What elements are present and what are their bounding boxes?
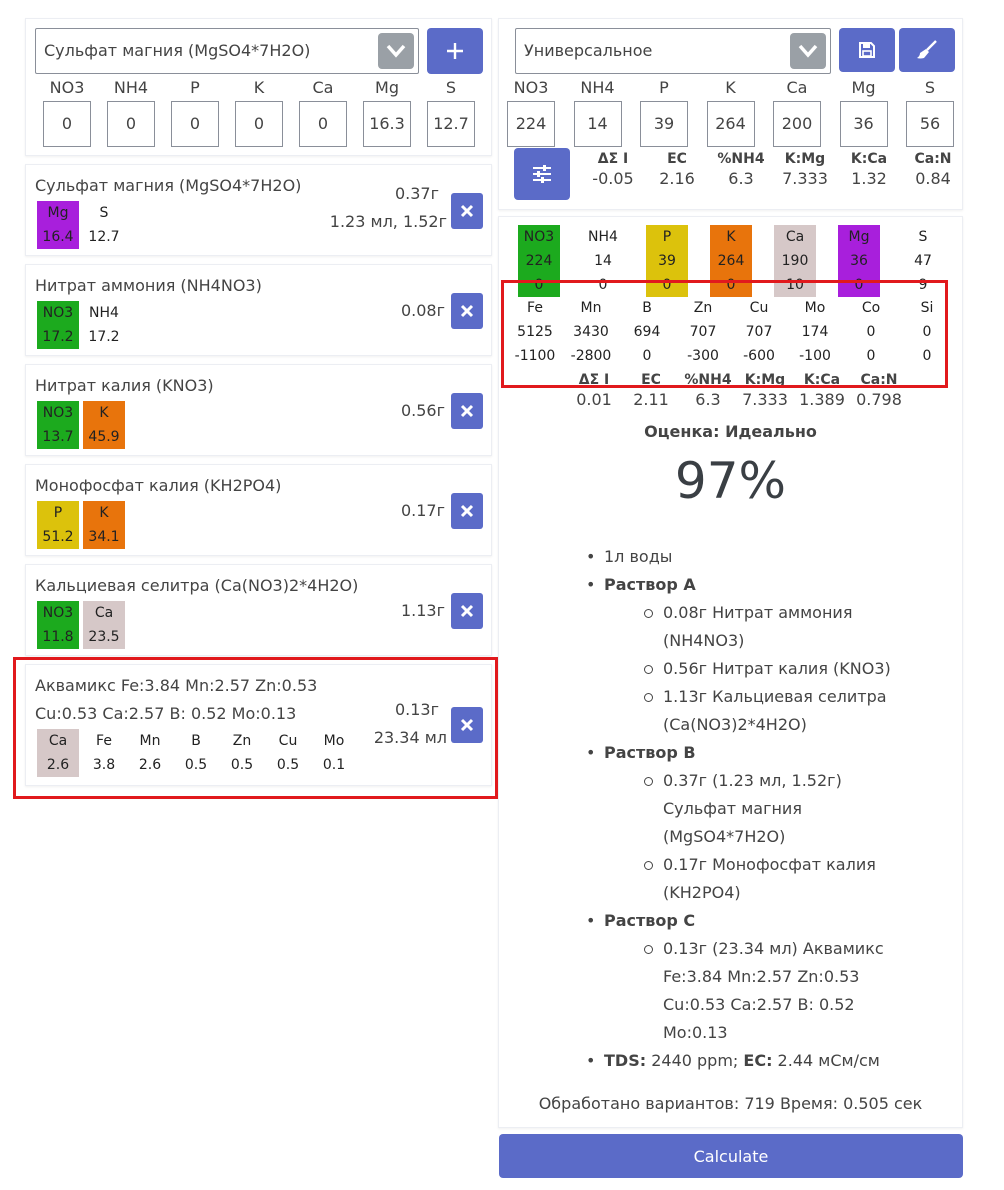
chip-key: NH4: [89, 305, 119, 321]
solution-b: • Раствор B 0.37г (1.23 мл, 1.52г) Сульфат магния (MgSO4*7H2O) 0.17г Монофосфат калия (KH2PO4): [584, 739, 914, 907]
ingredient-chip: [83, 401, 125, 449]
macro-value: 224: [525, 253, 553, 269]
target-label: Ca: [786, 78, 808, 97]
chip-value: 2.6: [138, 757, 162, 773]
macro-value: 36: [850, 253, 868, 269]
micro-diff: -300: [687, 348, 719, 364]
remove-ingredient-button[interactable]: [451, 293, 483, 329]
macro-key: Mg: [848, 229, 870, 245]
chip-key: NO3: [42, 405, 74, 421]
add-salt-button[interactable]: [427, 28, 483, 74]
macro-key: S: [918, 229, 928, 245]
micro-diff: -1100: [514, 348, 556, 364]
ingredient-chip: [83, 301, 125, 349]
micro-key: Mn: [580, 300, 602, 316]
target-label: S: [924, 78, 936, 97]
water-item: • 1л воды: [584, 543, 914, 571]
target-input[interactable]: 264: [707, 101, 755, 147]
stat-value: -0.05: [592, 169, 634, 188]
calculate-button[interactable]: Calculate: [499, 1134, 963, 1178]
macro-diff: 10: [786, 277, 804, 293]
chip-key: NO3: [42, 605, 74, 621]
chip-key: K: [99, 405, 109, 421]
chip-value: 0.5: [184, 757, 208, 773]
ingredient-volume: 23.34 мл: [373, 728, 447, 747]
target-input[interactable]: 39: [640, 101, 688, 147]
chip-value: 0.1: [322, 757, 346, 773]
solution-c-items: [604, 935, 914, 1047]
stat-key: EC: [667, 151, 687, 167]
list-item: 0.56г Нитрат калия (KNO3): [644, 655, 914, 683]
chip-value: 0.5: [276, 757, 300, 773]
micro-diff: -2800: [570, 348, 612, 364]
stat-value: 7.333: [782, 169, 828, 188]
profile-stat: [770, 151, 840, 188]
profile-stat: [642, 151, 712, 188]
ingredient-name: Аквамикс Fe:3.84 Mn:2.57 Zn:0.53: [35, 676, 318, 695]
micro-key: Zn: [693, 300, 713, 316]
target-label: K: [725, 78, 736, 97]
ingredient-card: [25, 264, 492, 356]
score-percent: 97%: [674, 452, 787, 510]
stat-key: ΔΣ I: [578, 372, 610, 388]
stat-value: 7.333: [742, 390, 788, 409]
solution-b-items: [604, 767, 914, 907]
micro-value: 3430: [573, 324, 609, 340]
chevron-down-icon[interactable]: [378, 33, 414, 69]
close-icon: [460, 204, 474, 218]
stat-key: EC: [641, 372, 661, 388]
rating-text: Оценка: Идеально: [644, 422, 817, 441]
close-icon: [460, 404, 474, 418]
chip-value: 23.5: [88, 629, 120, 645]
target-input[interactable]: 200: [773, 101, 821, 147]
chip-key: Zn: [232, 733, 252, 749]
chip-key: Fe: [96, 733, 112, 749]
stat-key: K:Ca: [850, 151, 888, 167]
macro-key: P: [662, 229, 672, 245]
ingredient-card: [25, 364, 492, 456]
target-label: P: [659, 78, 669, 97]
element-label: Mg: [375, 78, 399, 97]
ingredient-name-line2: Cu:0.53 Ca:2.57 B: 0.52 Mo:0.13: [35, 704, 297, 723]
ingredient-volume: 1.23 мл, 1.52г: [329, 212, 447, 231]
ingredient-amount: 1.13г: [400, 601, 445, 620]
chip-key: S: [99, 205, 109, 221]
chip-value: 45.9: [88, 429, 120, 445]
highlight-micro-table: [501, 280, 948, 388]
chip-key: P: [53, 505, 63, 521]
chip-value: 34.1: [88, 529, 120, 545]
macro-diff: 9: [918, 277, 928, 293]
stat-value: 6.3: [695, 390, 721, 409]
ingredient-chip: [37, 501, 79, 549]
target-input[interactable]: 56: [906, 101, 954, 147]
element-input[interactable]: 0: [235, 101, 283, 147]
micro-value: 707: [745, 324, 773, 340]
ingredient-card: [25, 464, 492, 556]
stat-value: 6.3: [728, 169, 754, 188]
remove-ingredient-button[interactable]: [451, 493, 483, 529]
ingredient-name: Кальциевая селитра (Ca(NO3)2*4H2O): [35, 576, 359, 595]
chip-value: 17.2: [88, 329, 120, 345]
chip-value: 2.6: [46, 757, 70, 773]
list-item: 1.13г Кальциевая селитра (Ca(NO3)2*4H2O): [644, 683, 914, 739]
macro-value: 264: [717, 253, 745, 269]
target-input[interactable]: 224: [507, 101, 555, 147]
element-input[interactable]: 0: [107, 101, 155, 147]
macro-diff: 0: [854, 277, 864, 293]
list-item: 0.37г (1.23 мл, 1.52г) Сульфат магния (MgSO4*7H2O): [644, 767, 914, 851]
micro-key: Fe: [527, 300, 543, 316]
macro-value: 47: [914, 253, 932, 269]
ingredient-chip: [37, 401, 79, 449]
chip-value: 13.7: [42, 429, 74, 445]
micro-value: 0: [866, 324, 876, 340]
stat-value: 0.01: [576, 390, 612, 409]
element-label: S: [445, 78, 457, 97]
macro-key: NO3: [523, 229, 555, 245]
highlight-aquamix-card: [13, 657, 498, 799]
profile-stat: [706, 151, 776, 188]
processed-info: Обработано вариантов: 719 Время: 0.505 сек: [538, 1094, 923, 1113]
list-item: 0.13г (23.34 мл) Аквамикс Fe:3.84 Mn:2.57 Zn:0.53 Cu:0.53 Ca:2.57 B: 0.52 Mo:0.13: [644, 935, 914, 1047]
micro-value: 0: [922, 324, 932, 340]
element-label: Ca: [312, 78, 334, 97]
stat-key: K:Ca: [803, 372, 841, 388]
ingredient-chip: [37, 301, 79, 349]
element-input[interactable]: 0: [43, 101, 91, 147]
stat-key: ΔΣ I: [597, 151, 629, 167]
ingredient-name: Сульфат магния (MgSO4*7H2O): [35, 176, 302, 195]
chip-key: NO3: [42, 305, 74, 321]
solution-c: • Раствор C 0.13г (23.34 мл) Аквамикс Fe:3.84 Mn:2.57 Zn:0.53 Cu:0.53 Ca:2.57 B: 0.52 Mo:0.13: [584, 907, 914, 1047]
remove-ingredient-button[interactable]: [451, 393, 483, 429]
stat-key: %NH4: [717, 151, 765, 167]
profile-stat: [898, 151, 968, 188]
micro-key: B: [642, 300, 652, 316]
stat-value: 2.11: [633, 390, 669, 409]
stat-value: 0.84: [915, 169, 951, 188]
micro-key: Mo: [804, 300, 826, 316]
ingredient-name: Нитрат аммония (NH4NO3): [35, 276, 262, 295]
chip-value: 51.2: [42, 529, 74, 545]
macro-key: Ca: [785, 229, 805, 245]
solution-a: • Раствор A 0.08г Нитрат аммония (NH4NO3) 0.56г Нитрат калия (KNO3) 1.13г Кальциевая селитра (Ca(NO3)2*4H2O): [584, 571, 914, 739]
tds-ec-item: • TDS: 2440 ppm; EC: 2.44 мСм/см: [584, 1047, 914, 1075]
macro-value: 14: [594, 253, 612, 269]
chip-key: B: [191, 733, 201, 749]
stat-value: 0.798: [856, 390, 902, 409]
stat-key: %NH4: [684, 372, 732, 388]
target-label: NH4: [580, 78, 615, 97]
macro-key: NH4: [588, 229, 618, 245]
ingredient-amount: 0.13г: [394, 700, 439, 719]
solution-a-items: [604, 599, 914, 739]
stat-key: K:Mg: [744, 372, 786, 388]
list-item: 0.08г Нитрат аммония (NH4NO3): [644, 599, 914, 655]
ingredient-name: Нитрат калия (KNO3): [35, 376, 214, 395]
save-icon: [858, 41, 876, 59]
micro-value: 707: [689, 324, 717, 340]
ingredient-amount: 0.37г: [394, 184, 439, 203]
ingredient-amount: 0.08г: [400, 301, 445, 320]
element-label: K: [253, 78, 265, 97]
stat-key: Ca:N: [860, 372, 898, 388]
chip-key: Ca: [48, 733, 68, 749]
ingredient-name: Монофосфат калия (KH2PO4): [35, 476, 282, 495]
close-icon: [460, 504, 474, 518]
chip-value: 0.5: [230, 757, 254, 773]
chip-value: 11.8: [42, 629, 74, 645]
profile-stat: [834, 151, 904, 188]
ingredient-chip: [37, 201, 79, 249]
macro-value: 190: [781, 253, 809, 269]
chevron-down-icon[interactable]: [790, 33, 826, 69]
ingredient-amount: 0.56г: [400, 401, 445, 420]
ingredient-amount: 0.17г: [400, 501, 445, 520]
stat-key: K:Mg: [784, 151, 826, 167]
profile-select-value: Универсальное: [524, 41, 653, 60]
chip-value: 12.7: [88, 229, 120, 245]
micro-value: 5125: [517, 324, 553, 340]
chip-key: Mg: [47, 205, 69, 221]
target-label: NO3: [513, 78, 549, 97]
ingredient-chip: [37, 601, 79, 649]
profile-select[interactable]: [515, 28, 831, 74]
micro-diff: 0: [642, 348, 652, 364]
ingredient-card: [25, 564, 492, 656]
remove-ingredient-button[interactable]: [451, 593, 483, 629]
settings-button[interactable]: [514, 148, 570, 200]
ingredient-chip: [83, 201, 125, 249]
save-profile-button[interactable]: [839, 28, 895, 72]
micro-diff: 0: [866, 348, 876, 364]
macro-diff: 0: [726, 277, 736, 293]
chip-value: 16.4: [42, 229, 74, 245]
chip-key: Cu: [278, 733, 298, 749]
macro-diff: 0: [662, 277, 672, 293]
recipe-list: [584, 543, 914, 1075]
stat-value: 1.389: [799, 390, 845, 409]
stat-value: 2.16: [659, 169, 695, 188]
ingredient-card: [25, 164, 492, 256]
macro-diff: 0: [534, 277, 544, 293]
element-input[interactable]: 0: [171, 101, 219, 147]
macro-value: 39: [658, 253, 676, 269]
clear-profile-button[interactable]: [899, 28, 955, 72]
chip-value: 3.8: [92, 757, 116, 773]
element-label: P: [190, 78, 200, 97]
micro-key: Cu: [749, 300, 769, 316]
chip-value: 17.2: [42, 329, 74, 345]
macro-diff: 0: [598, 277, 608, 293]
profile-stat: [578, 151, 648, 188]
remove-ingredient-button[interactable]: [451, 193, 483, 229]
list-item: 0.17г Монофосфат калия (KH2PO4): [644, 851, 914, 907]
close-icon: [460, 304, 474, 318]
broom-icon: [916, 40, 938, 60]
ingredient-chip: [83, 501, 125, 549]
micro-key: Co: [861, 300, 881, 316]
micro-diff: -100: [799, 348, 831, 364]
target-label: Mg: [851, 78, 876, 97]
plus-icon: [446, 42, 464, 60]
chip-key: Mo: [323, 733, 345, 749]
element-input[interactable]: 0: [299, 101, 347, 147]
micro-diff: -600: [743, 348, 775, 364]
micro-value: 694: [633, 324, 661, 340]
micro-key: Si: [920, 300, 934, 316]
close-icon: [460, 604, 474, 618]
element-input[interactable]: 16.3: [363, 101, 411, 147]
element-label: NO3: [49, 78, 85, 97]
sliders-icon: [531, 164, 553, 184]
salt-select[interactable]: [35, 28, 419, 74]
chip-key: K: [99, 505, 109, 521]
micro-value: 174: [801, 324, 829, 340]
salt-select-value: Сульфат магния (MgSO4*7H2O): [44, 41, 311, 60]
chip-key: Ca: [94, 605, 114, 621]
target-input[interactable]: 36: [840, 101, 888, 147]
macro-key: K: [726, 229, 736, 245]
target-input[interactable]: 14: [574, 101, 622, 147]
chip-key: Mn: [139, 733, 161, 749]
ingredient-chip: [83, 601, 125, 649]
element-input[interactable]: 12.7: [427, 101, 475, 147]
stat-key: Ca:N: [914, 151, 952, 167]
micro-diff: 0: [922, 348, 932, 364]
element-label: NH4: [113, 78, 149, 97]
stat-value: 1.32: [851, 169, 887, 188]
